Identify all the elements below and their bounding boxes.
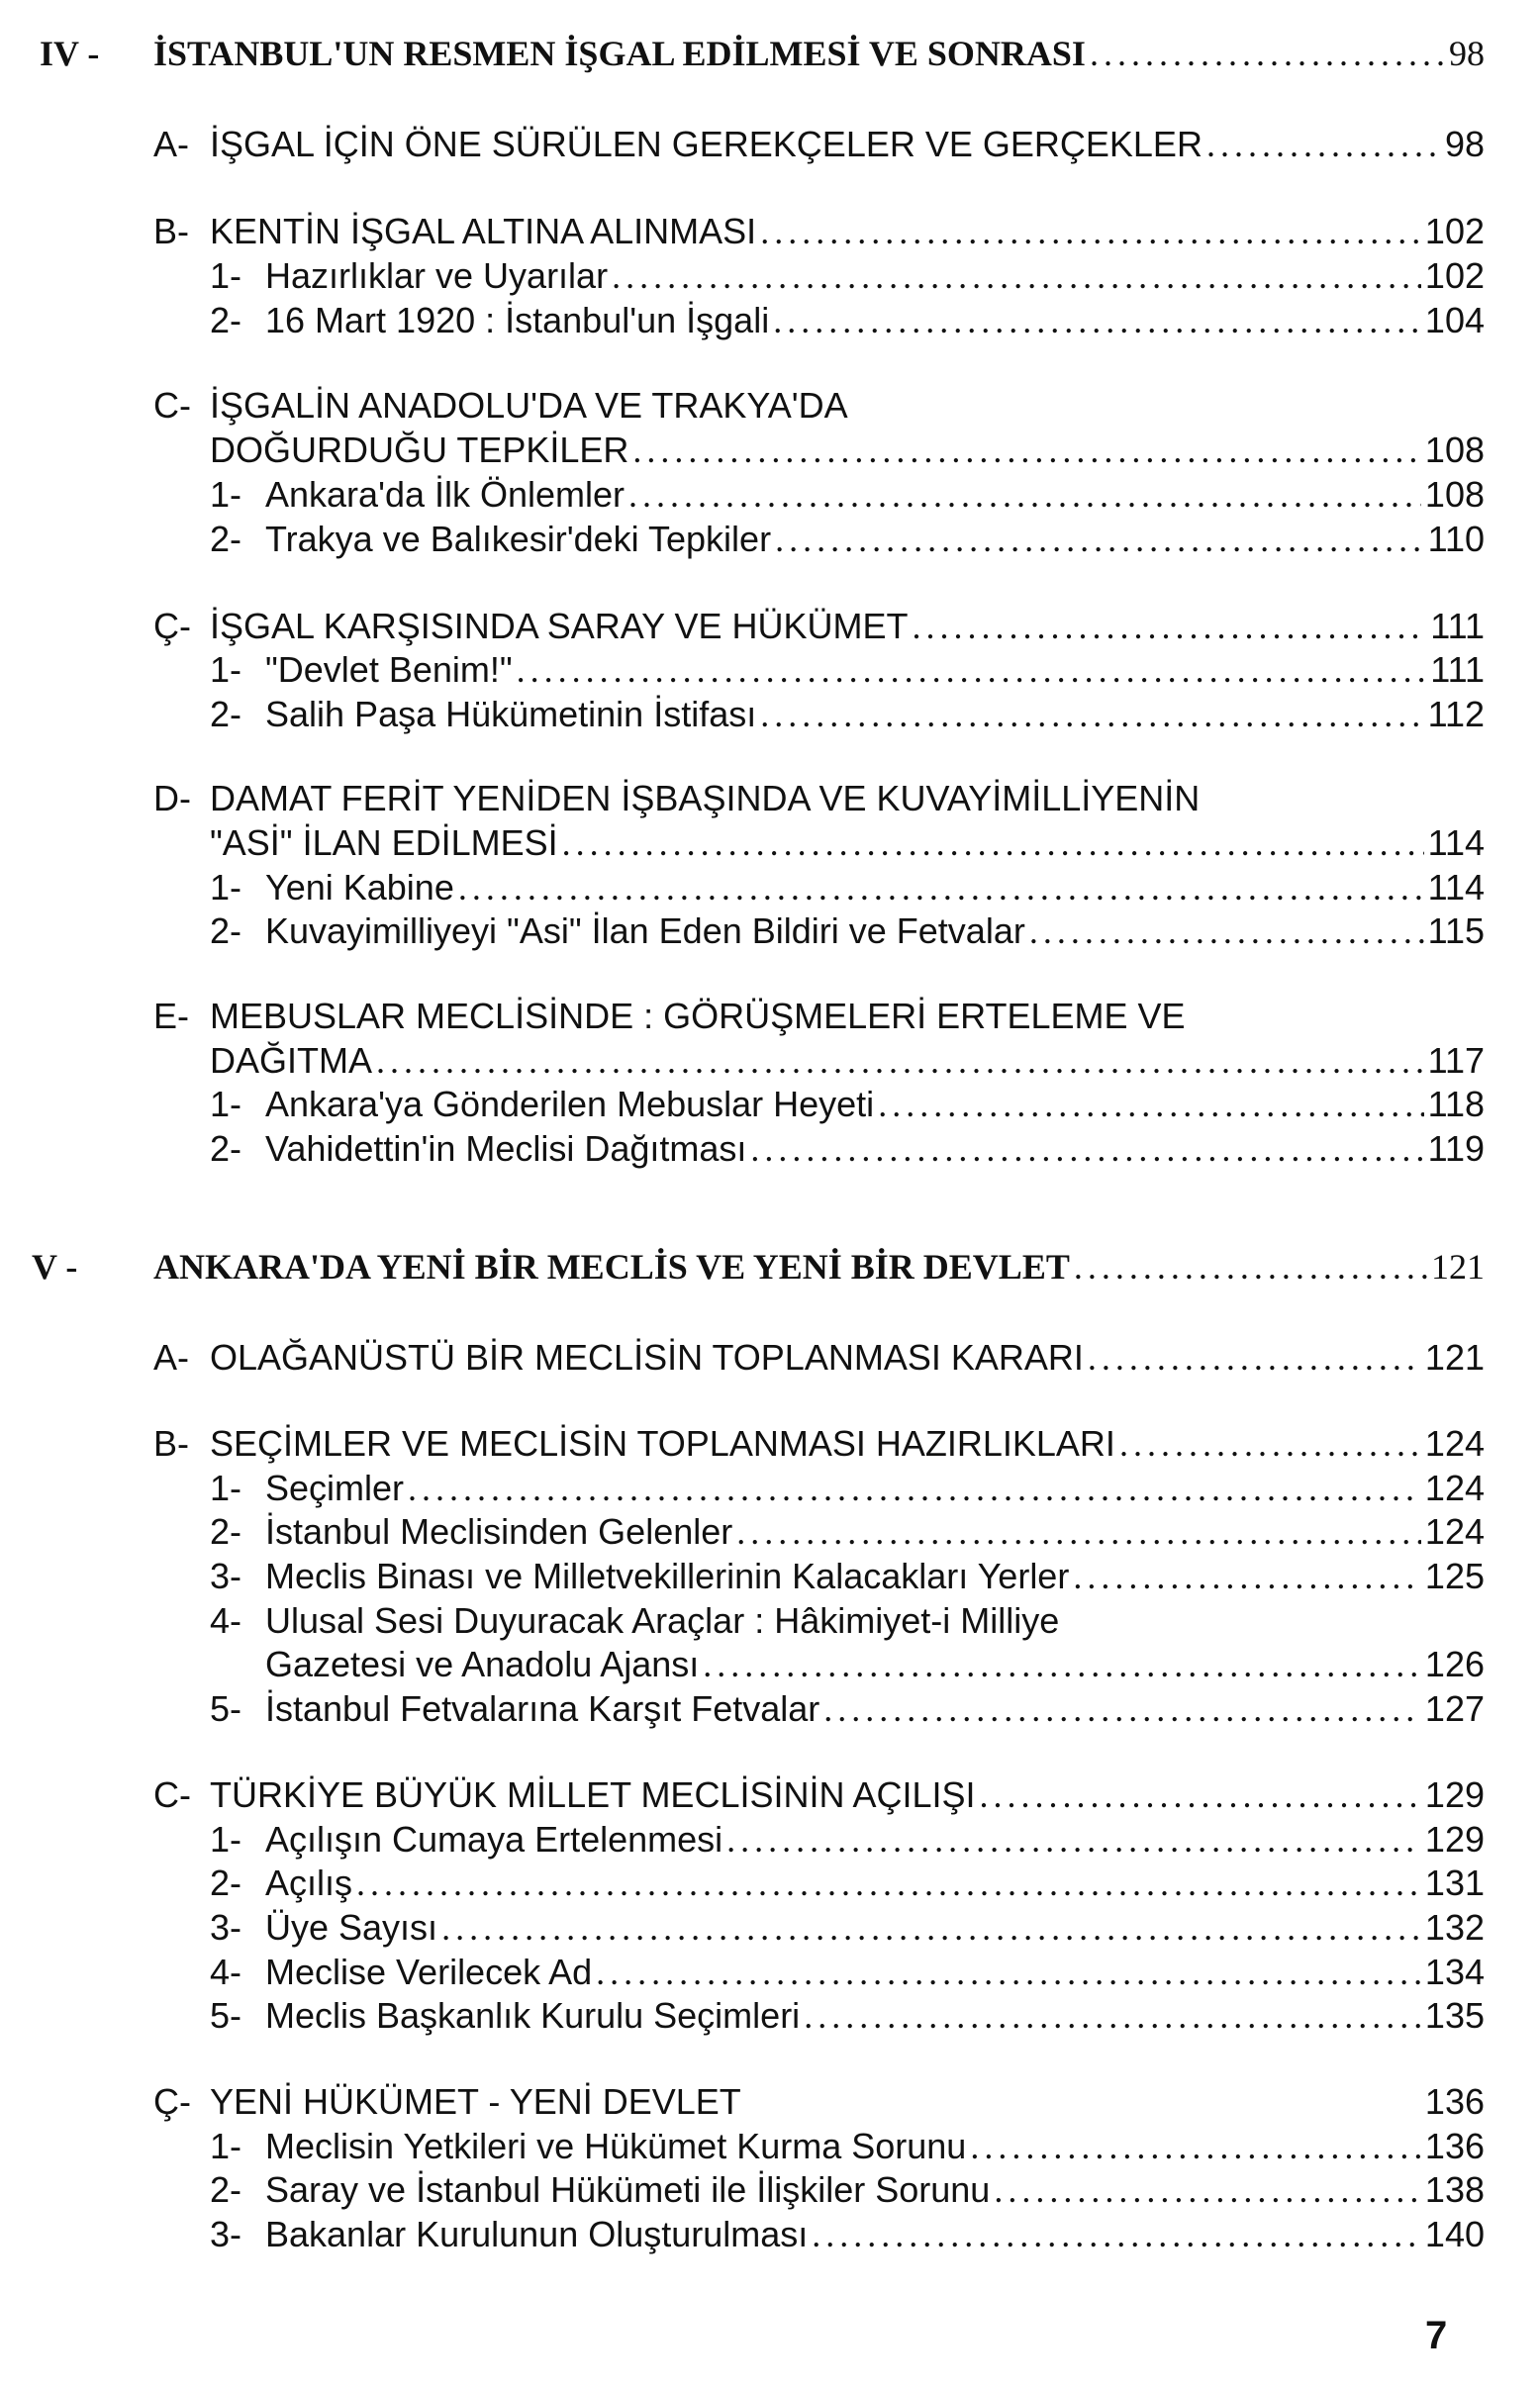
dot-leader [441,1906,1421,1950]
sub-label-text: 1- [210,2126,242,2166]
sub-label [210,2213,241,2256]
chap-entry [153,32,1485,75]
sec-title-first-line: DAMAT FERİT YENİDEN İŞBAŞINDA VE KUVAYİMİLLİYENİN [210,778,1201,818]
sec-label-text: D- [153,778,191,818]
sub-title: 16 Mart 1920 : İstanbul'un İşgali [265,300,770,340]
sub-title: Hazırlıklar ve Uyarılar [265,255,609,296]
sec-title-line [210,995,1186,1038]
chap-page: 98 [1449,34,1485,73]
dot-leader [994,2168,1421,2212]
sec-label [153,777,191,820]
sub-title: Salih Paşa Hükümetinin İstifası [265,694,757,734]
sub-page: 129 [1424,1819,1485,1860]
chapter-number: IV - [40,34,100,73]
sec-label-text: Ç- [153,606,191,646]
sub-label [210,1906,241,1950]
sub-label-text: 2- [210,519,242,559]
sub-entry [265,1555,1485,1598]
dot-leader [703,1643,1421,1686]
chap-title: ANKARA'DA YENİ BİR MECLİS VE YENİ BİR DEVLET [153,1247,1070,1287]
sub-title: "Devlet Benim!" [265,649,513,690]
sec-label-text: B- [153,211,189,251]
sub-entry [265,2168,1485,2212]
sub-title: Trakya ve Balıkesir'deki Tepkiler [265,519,772,559]
sub-label-text: 2- [210,1511,242,1552]
sub-label-text: 2- [210,300,242,340]
sub-page: 111 [1430,649,1485,690]
sub-label-text: 2- [210,1128,242,1169]
sub-title: Meclis Binası ve Milletvekillerinin Kalacakları Yerler [265,1556,1070,1596]
dot-leader [760,693,1423,736]
sub-title: Açılış [265,1863,353,1903]
sec-entry [210,1422,1485,1466]
sub-entry [265,1951,1485,1994]
sec-page: 108 [1424,430,1485,470]
sec-entry [210,605,1485,648]
sub-entry [265,1643,1485,1686]
sub-title: Üye Sayısı [265,1907,438,1948]
dot-leader [356,1862,1421,1905]
sub-title: Yeni Kabine [265,867,454,908]
sub-label-text: 3- [210,1556,242,1596]
sub-label-text: 1- [210,649,242,690]
sub-label [210,909,241,953]
sec-title: DAĞITMA [210,1040,373,1081]
sub-title: Gazetesi ve Anadolu Ajansı [265,1644,700,1684]
dot-leader [750,1127,1423,1171]
dot-leader [878,1083,1423,1126]
sub-page: 119 [1427,1128,1485,1169]
sub-page: 102 [1424,255,1485,296]
sec-title: KENTİN İŞGAL ALTINA ALINMASI [210,211,757,251]
page-number: 7 [1425,2314,1448,2357]
sec-title-line [210,777,1200,820]
sub-page: 104 [1424,300,1485,340]
sec-page: 124 [1424,1423,1485,1464]
sub-label-text: 2- [210,1863,242,1903]
sub-page: 114 [1427,867,1485,908]
dot-leader [517,648,1427,692]
sec-page: 111 [1430,606,1485,646]
sub-entry [265,693,1485,736]
sub-label-text: 2- [210,910,242,951]
sub-entry [265,1687,1485,1731]
sec-label [153,1422,189,1466]
dot-leader [1029,909,1424,953]
sec-page: 98 [1444,124,1485,164]
sub-page: 131 [1424,1863,1485,1903]
sub-entry [265,1994,1485,2038]
sub-title: Saray ve İstanbul Hükümeti ile İlişkiler Sorunu [265,2169,991,2210]
sub-page: 125 [1424,1556,1485,1596]
sub-label [210,518,241,561]
sub-label-text: 3- [210,2214,242,2254]
dot-leader [1206,123,1441,166]
sub-label-text: 1- [210,255,242,296]
sub-title: İstanbul Meclisinden Gelenler [265,1511,733,1552]
sub-label-text: 1- [210,1819,242,1860]
sec-entry [210,210,1485,253]
sec-title: İŞGAL İÇİN ÖNE SÜRÜLEN GEREKÇELER VE GERÇEKLER [210,124,1203,164]
sub-entry [265,2213,1485,2256]
sub-label-text: 5- [210,1688,242,1729]
sub-entry [265,473,1485,517]
sub-label-text: 1- [210,867,242,908]
sub-label [210,2125,241,2168]
sec-page: 114 [1427,822,1485,863]
sec-label-text: E- [153,996,189,1036]
sec-entry [210,2080,1485,2124]
sub-label [210,1127,241,1171]
dot-leader [812,2213,1421,2256]
sec-label-text: C- [153,1774,191,1815]
sub-label-text: 1- [210,1084,242,1124]
dot-leader [562,821,1424,865]
sub-entry [265,1862,1485,1905]
sub-label [210,1687,241,1731]
sub-entry [265,648,1485,692]
sec-title: İŞGAL KARŞISINDA SARAY VE HÜKÜMET [210,606,909,646]
sub-label-text: 1- [210,474,242,515]
sub-page: 108 [1424,474,1485,515]
sub-page: 138 [1424,2169,1485,2210]
chap-entry [153,1245,1485,1289]
sub-label-text: 4- [210,1600,242,1641]
sub-page: 127 [1424,1688,1485,1729]
sec-title: TÜRKİYE BÜYÜK MİLLET MECLİSİNİN AÇILIŞI [210,1774,976,1815]
sec-label [153,2080,191,2124]
sub-page: 126 [1424,1644,1485,1684]
sec-label [153,1336,189,1380]
sub-label-text: 2- [210,2169,242,2210]
sub-label-text: 3- [210,1907,242,1948]
sec-label [153,605,191,648]
sec-label-text: A- [153,124,189,164]
sub-page: 134 [1424,1952,1485,1992]
sub-entry [265,1510,1485,1554]
sub-entry [265,1818,1485,1862]
dot-leader [1073,1555,1421,1598]
sub-label [210,1083,241,1126]
sec-title: DOĞURDUĞU TEPKİLER [210,430,629,470]
sec-label [153,995,189,1038]
sec-label-text: B- [153,1423,189,1464]
sub-label [210,866,241,909]
sec-label-text: Ç- [153,2081,191,2122]
dot-leader [1119,1422,1421,1466]
sub-title: Ankara'ya Gönderilen Mebuslar Heyeti [265,1084,875,1124]
dot-leader [612,254,1421,298]
sub-label [210,2168,241,2212]
sub-entry [265,518,1485,561]
sub-entry [265,1906,1485,1950]
dot-leader [760,210,1421,253]
sub-title: Açılışın Cumaya Ertelenmesi [265,1819,723,1860]
sub-label-text: 1- [210,1468,242,1508]
sub-entry [265,866,1485,909]
sub-label [210,254,241,298]
sub-title: Bakanlar Kurulunun Oluşturulması [265,2214,809,2254]
sec-title-first-line: İŞGALİN ANADOLU'DA VE TRAKYA'DA [210,385,848,426]
sec-title: YENİ HÜKÜMET - YENİ DEVLET [210,2081,741,2122]
sec-label-text: A- [153,1337,189,1378]
dot-leader [376,1039,1424,1083]
sub-label [210,648,241,692]
sub-entry [265,2125,1485,2168]
sub-label [210,1555,241,1598]
sub-entry [265,1467,1485,1510]
sub-title: Seçimler [265,1468,405,1508]
dot-leader [1088,1336,1421,1380]
sub-entry [265,1127,1485,1171]
sec-page: 121 [1424,1337,1485,1378]
sub-label [210,1818,241,1862]
sub-label [210,693,241,736]
sec-page: 129 [1424,1774,1485,1815]
sub-label [210,299,241,342]
sub-label [210,473,241,517]
chap-page: 121 [1431,1247,1485,1287]
sub-page: 132 [1424,1907,1485,1948]
sub-title: Meclisin Yetkileri ve Hükümet Kurma Sorunu [265,2126,967,2166]
sub-title: Kuvayimilliyeyi "Asi" İlan Eden Bildiri ve Fetvalar [265,910,1025,951]
dot-leader [408,1467,1421,1510]
sub-page: 110 [1427,519,1485,559]
sub-page: 115 [1427,910,1485,951]
dot-leader [1090,32,1445,75]
sub-page: 112 [1427,694,1485,734]
sec-entry [210,123,1485,166]
sec-entry [210,1773,1485,1817]
sub-label [210,1510,241,1554]
dot-leader [775,518,1424,561]
chapter-number: V - [32,1247,78,1287]
sec-entry [210,821,1485,865]
dot-leader [1074,1245,1427,1289]
sec-label [153,1773,191,1817]
sub-entry [265,909,1485,953]
dot-leader [913,605,1427,648]
sec-title: OLAĞANÜSTÜ BİR MECLİSİN TOPLANMASI KARARI [210,1337,1084,1378]
sec-label [153,123,189,166]
dot-leader [736,1510,1421,1554]
sub-title: Vahidettin'in Meclisi Dağıtması [265,1128,747,1169]
sub-page: 140 [1424,2214,1485,2254]
sec-label-text: C- [153,385,191,426]
dot-leader [970,2125,1421,2168]
chap-title: İSTANBUL'UN RESMEN İŞGAL EDİLMESİ VE SONRASI [153,34,1086,73]
sub-page: 136 [1424,2126,1485,2166]
sub-title: Meclise Verilecek Ad [265,1952,593,1992]
sub-entry [265,1083,1485,1126]
sec-title: SEÇİMLER VE MECLİSİN TOPLANMASI HAZIRLIKLARI [210,1423,1115,1464]
sec-entry [210,1039,1485,1083]
dot-leader [628,473,1421,517]
dot-leader [458,866,1424,909]
sub-page: 118 [1427,1084,1485,1124]
dot-leader [980,1773,1421,1817]
sub-page: 124 [1424,1511,1485,1552]
sub-title: Meclis Başkanlık Kurulu Seçimleri [265,1995,801,2036]
sub-label [210,1467,241,1510]
dot-leader [804,1994,1421,2038]
sub-page: 135 [1424,1995,1485,2036]
sub-title-first-line: Ulusal Sesi Duyuracak Araçlar : Hâkimiyet-i Milliye [265,1600,1060,1641]
dot-leader [726,1818,1421,1862]
sub-label-text: 2- [210,694,242,734]
sub-label [210,1862,241,1905]
sec-title: "ASİ" İLAN EDİLMESİ [210,822,558,863]
sec-entry [210,429,1485,472]
sec-title-line [210,384,848,428]
sub-label [210,1994,241,2038]
sec-page: 136 [1424,2081,1485,2122]
sub-entry [265,254,1485,298]
sec-title-first-line: MEBUSLAR MECLİSİNDE : GÖRÜŞMELERİ ERTELEME VE [210,996,1186,1036]
sub-page: 124 [1424,1468,1485,1508]
sec-page: 117 [1427,1040,1485,1081]
dot-leader [632,429,1421,472]
sub-label [210,1951,241,1994]
sub-title: Ankara'da İlk Önlemler [265,474,626,515]
sec-label [153,384,191,428]
sub-label [210,1599,241,1643]
dot-leader [596,1951,1421,1994]
sub-entry [265,299,1485,342]
sub-label-text: 5- [210,1995,242,2036]
dot-leader [773,299,1421,342]
sec-page: 102 [1424,211,1485,251]
sub-label-text: 4- [210,1952,242,1992]
sec-label [153,210,189,253]
sec-entry [210,1336,1485,1380]
sub-title-line [265,1599,1059,1643]
sub-title: İstanbul Fetvalarına Karşıt Fetvalar [265,1688,820,1729]
dot-leader [823,1687,1421,1731]
